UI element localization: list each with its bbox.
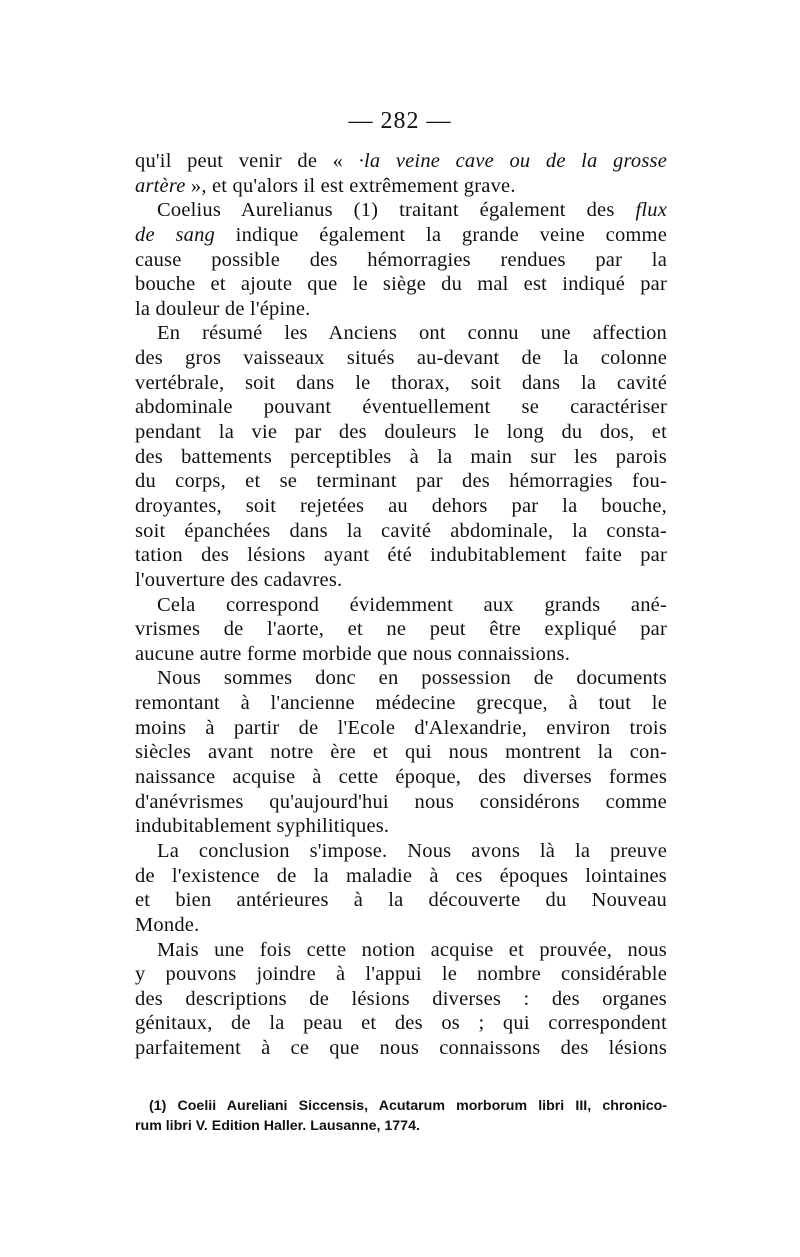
text-line: des battements perceptibles à la main sur les parois: [135, 445, 667, 468]
text-line: l'ouverture des cadavres.: [135, 568, 343, 591]
text-line: de sang indique également la grande veine comme: [135, 223, 667, 246]
text-line: y pouvons joindre à l'appui le nombre considérable: [135, 963, 667, 986]
text-line: soit épanchées dans la cavité abdominale, la consta-: [135, 519, 667, 542]
text-line: génitaux, de la peau et des os ; qui correspondent: [135, 1012, 667, 1035]
text-line: du corps, et se terminant par des hémorragies fou-: [135, 470, 667, 493]
text-line: droyantes, soit rejetées au dehors par la bouche,: [135, 494, 667, 517]
text-line: aucune autre forme morbide que nous connaissions.: [135, 642, 571, 665]
text-line: pendant la vie par des douleurs le long du dos, et: [135, 421, 667, 444]
text-line: vrismes de l'aorte, et ne peut être expliqué par: [135, 618, 667, 641]
text-line: Coelius Aurelianus (1) traitant également des flux: [157, 199, 667, 222]
text-line: Mais une fois cette notion acquise et prouvée, nous: [157, 938, 667, 961]
text-line: remontant à l'ancienne médecine grecque, à tout le: [135, 692, 667, 715]
text-line: de l'existence de la maladie à ces époques lointaines: [135, 864, 667, 887]
text-line: des descriptions de lésions diverses : des organes: [135, 987, 667, 1010]
text-line: tation des lésions ayant été indubitablement faite par: [135, 544, 667, 567]
text-line: et bien antérieures à la découverte du Nouveau: [135, 889, 667, 912]
text-line: Cela correspond évidemment aux grands ané-: [157, 593, 667, 616]
text-line: indubitablement syphilitiques.: [135, 815, 390, 838]
text-line: moins à partir de l'Ecole d'Alexandrie, environ trois: [135, 716, 667, 739]
text-line: cause possible des hémorragies rendues par la: [135, 248, 667, 271]
text-line: Monde.: [135, 913, 200, 936]
text-line: naissance acquise à cette époque, des diverses formes: [135, 766, 667, 789]
footnote: [135, 1096, 667, 1136]
footnote-line: rum libri V. Edition Haller. Lausanne, 1774.: [135, 1118, 420, 1134]
text-line: En résumé les Anciens ont connu une affection: [157, 322, 667, 345]
text-line: parfaitement à ce que nous connaissons des lésions: [135, 1037, 667, 1060]
text-line: des gros vaisseaux situés au-devant de la colonne: [135, 347, 667, 370]
text-line: La conclusion s'impose. Nous avons là la preuve: [157, 839, 667, 862]
text-line: vertébrale, soit dans le thorax, soit dans la cavité: [135, 371, 667, 394]
page-number: — 282 —: [348, 108, 452, 134]
body-text: [135, 149, 667, 1061]
text-line: bouche et ajoute que le siège du mal est indiqué par: [135, 273, 667, 296]
text-line: la douleur de l'épine.: [135, 297, 311, 320]
text-line: abdominale pouvant éventuellement se caractériser: [135, 396, 667, 419]
text-line: siècles avant notre ère et qui nous montrent la con-: [135, 741, 667, 764]
text-line: d'anévrismes qu'aujourd'hui nous considérons comme: [135, 790, 667, 813]
text-line: Nous sommes donc en possession de documents: [157, 667, 667, 690]
footnote-line: (1) Coelii Aureliani Siccensis, Acutarum morborum libri III, chronico-: [149, 1098, 667, 1114]
text-line: artère », et qu'alors il est extrêmement grave.: [135, 174, 516, 197]
text-line: qu'il peut venir de « ·la veine cave ou de la grosse: [135, 150, 667, 172]
